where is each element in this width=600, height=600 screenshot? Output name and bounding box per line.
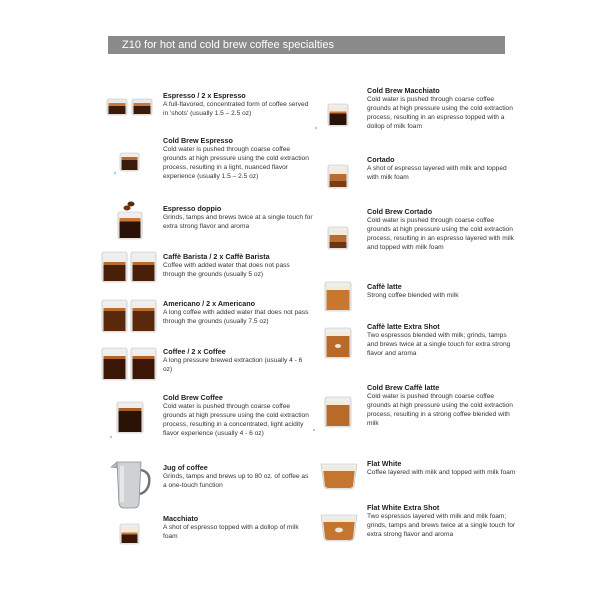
cold-brew-macchiato-glass-icon — [322, 86, 362, 132]
drink-title: Cold Brew Caffè latte — [367, 383, 440, 392]
two-coffee-glasses-icon — [100, 346, 158, 382]
two-barista-glasses-icon — [100, 250, 158, 284]
cold-brew-espresso-glass-icon — [105, 136, 155, 176]
cold-brew-coffee-glass-icon — [105, 393, 155, 441]
drink-title: Cold Brew Cortado — [367, 207, 433, 216]
drink-description: A shot of espresso topped with a dollop of milk foam — [163, 524, 299, 540]
drink-description: A long pressure brewed extraction (usually 4 - 6 oz) — [163, 357, 303, 373]
cold-brew-caffe-latte-glass-icon — [322, 383, 362, 431]
flat-white-extra-shot-cup-icon — [318, 503, 362, 543]
drink-description: Two espressos blended with milk; grinds, tamps and brews twice at a single touch for extra strong flavor and aroma — [367, 332, 511, 357]
flat-white-cup-icon — [318, 458, 362, 490]
drink-description: Grinds, tamps and brews up to 80 oz. of coffee as a one-touch function — [163, 473, 309, 489]
drink-description: Grinds, tamps and brews twice at a single touch for extra strong flavor and aroma — [163, 214, 313, 230]
drink-description: Cold water is pushed through coarse coffee grounds at high pressure using the cold extraction process, resulting in a strong coffee blended with milk — [367, 393, 513, 427]
drink-description: Coffee layered with milk and topped with milk foam — [367, 469, 516, 476]
caffe-latte-extra-shot-glass-icon — [322, 322, 362, 360]
drink-title: Cortado — [367, 155, 395, 164]
page-title: Z10 for hot and cold brew coffee specialties — [122, 39, 334, 51]
caffe-latte-glass-icon — [322, 280, 362, 314]
cortado-glass-icon — [322, 155, 362, 191]
drink-title: Caffè latte — [367, 282, 402, 291]
drink-title: Cold Brew Macchiato — [367, 86, 440, 95]
two-americano-glasses-icon — [100, 298, 158, 334]
drink-title: Caffè latte Extra Shot — [367, 322, 440, 331]
drink-title: Flat White — [367, 459, 402, 468]
drink-description: Two espressos layered with milk and milk foam; grinds, tamps and brews twice at a single touch for extra strong flavor and aroma — [367, 513, 516, 538]
two-espresso-glasses-icon — [105, 91, 155, 121]
drink-title: Cold Brew Espresso — [163, 136, 233, 145]
page-header — [108, 36, 505, 54]
drink-title: Flat White Extra Shot — [367, 503, 440, 512]
coffee-jug-icon — [105, 458, 155, 510]
drink-title: Espresso doppio — [163, 204, 222, 213]
drink-title: Macchiato — [163, 514, 199, 523]
drink-title: Caffè Barista / 2 x Caffè Barista — [163, 252, 270, 261]
drink-description: Coffee with added water that does not pass through the grounds (usually 5 oz) — [163, 262, 290, 278]
macchiato-glass-icon — [105, 514, 155, 548]
drink-title: Espresso / 2 x Espresso — [163, 91, 246, 100]
drink-description: Strong coffee blended with milk — [367, 292, 459, 299]
drink-description: Cold water is pushed through coarse coffee grounds at high pressure using the cold extraction process, resulting in a light, nuanced flavor experience (usually 1.5 – 2.5 oz) — [163, 146, 309, 180]
drink-title: Cold Brew Coffee — [163, 393, 223, 402]
cold-brew-cortado-glass-icon — [322, 207, 362, 253]
drink-title: Coffee / 2 x Coffee — [163, 347, 226, 356]
drink-description: Cold water is pushed through coarse coffee grounds at high pressure using the cold extraction process, resulting in an espresso topped with a dollop of milk foam — [367, 96, 513, 130]
drink-description: A long coffee with added water that does not pass through the grounds (usually 7.5 oz) — [163, 309, 309, 325]
drink-title: Jug of coffee — [163, 463, 208, 472]
drink-title: Americano / 2 x Americano — [163, 299, 256, 308]
drink-description: A shot of espresso layered with milk and topped with milk foam — [367, 165, 507, 181]
drink-description: Cold water is pushed through coarse coffee grounds at high pressure using the cold extraction process, resulting in a concentrated, light acidity flavor experience (usually 4 - 6 oz) — [163, 403, 309, 437]
drink-description: A full-flavored, concentrated form of coffee served in 'shots' (usually 1.5 – 2.5 oz) — [163, 101, 309, 117]
drink-description: Cold water is pushed through coarse coffee grounds at high pressure using the cold extraction process, resulting in an espresso layered with milk and topped with milk foam — [367, 217, 514, 251]
espresso-doppio-glass-icon — [105, 199, 155, 241]
